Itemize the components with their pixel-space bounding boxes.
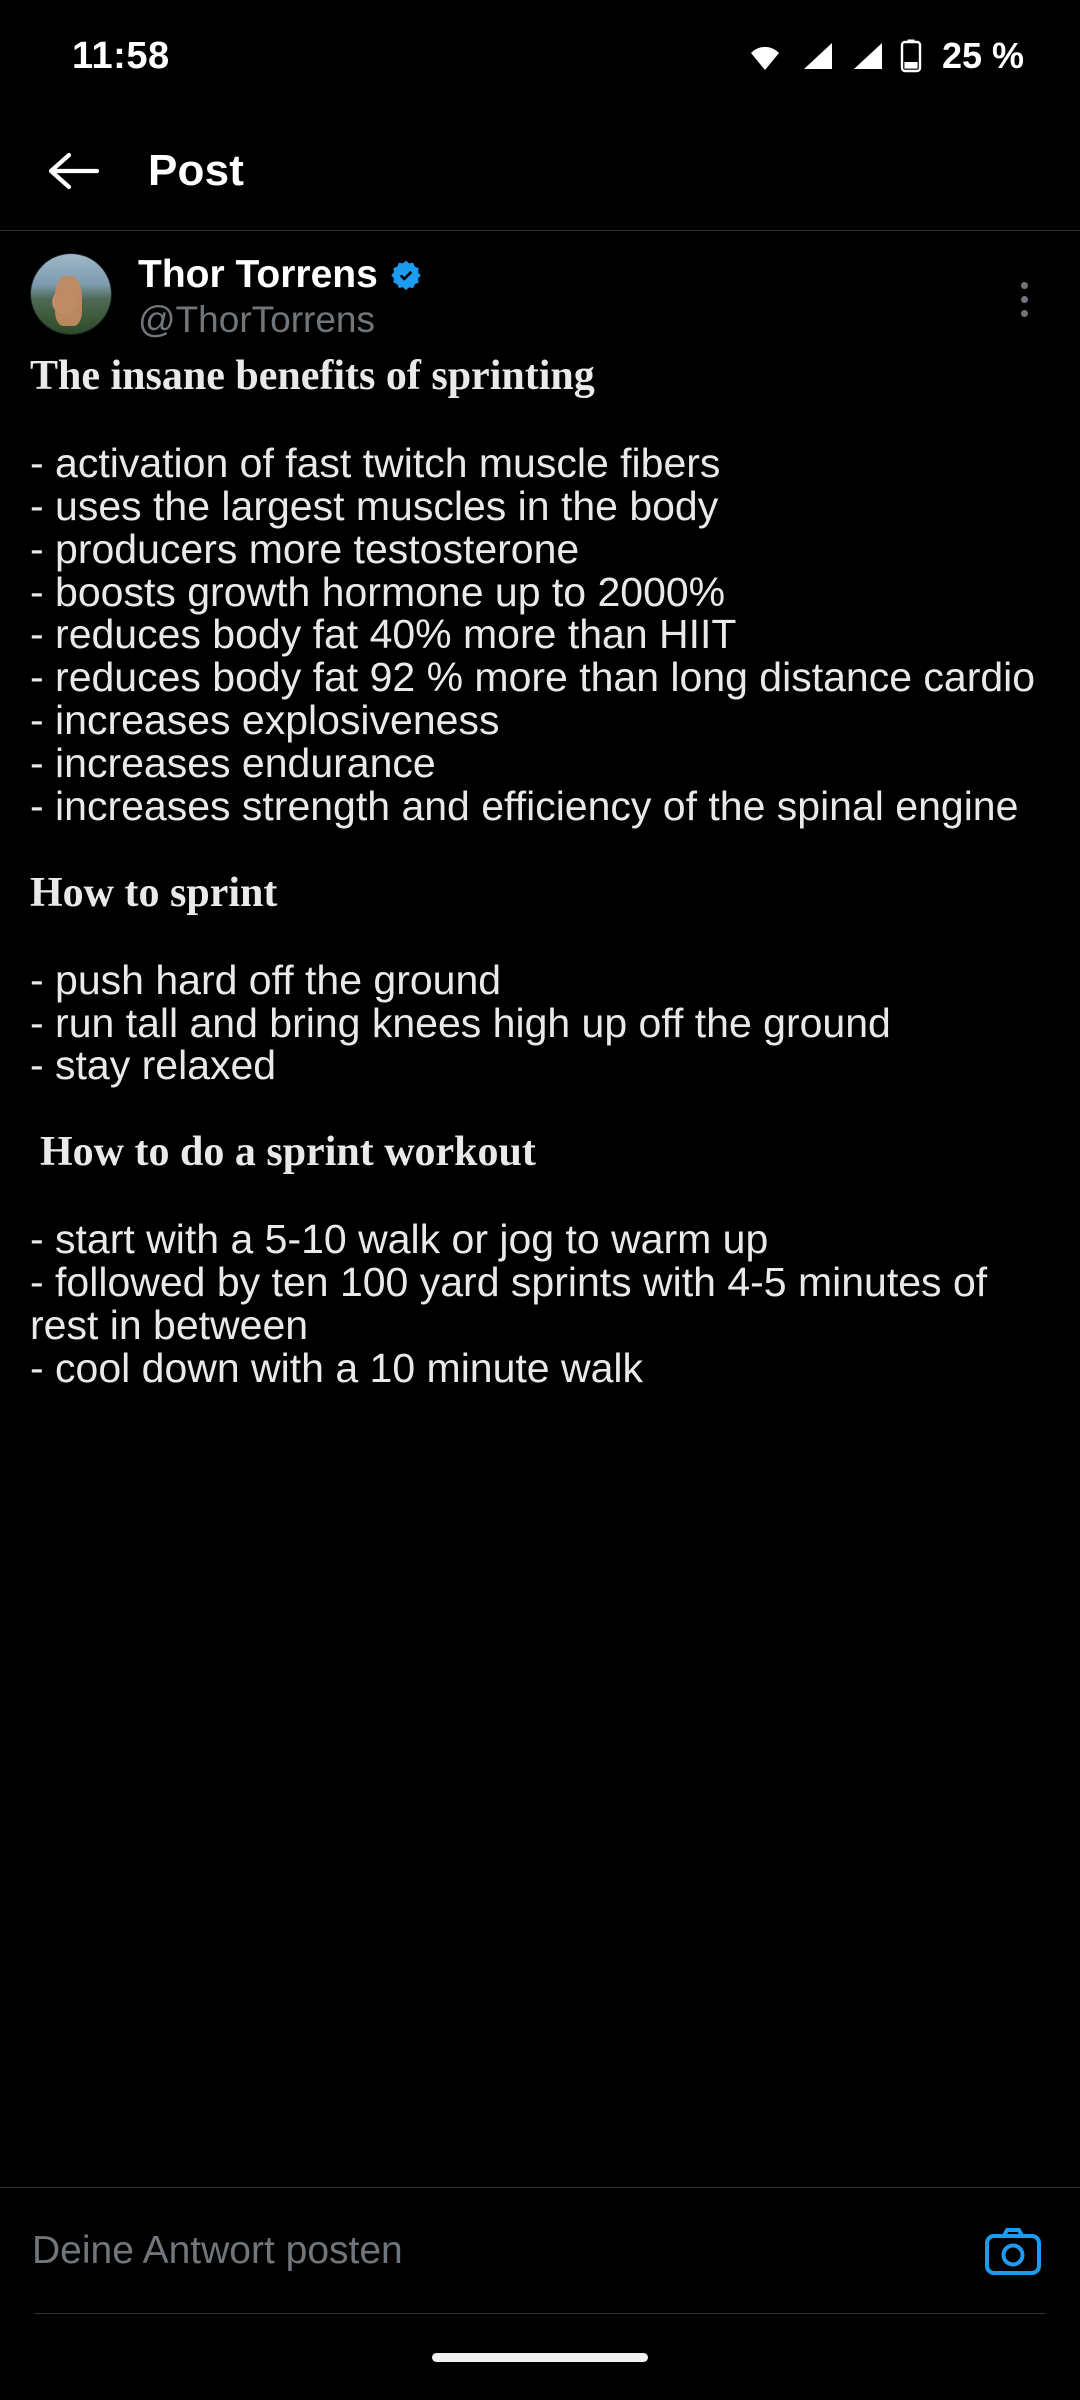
- post-heading: How to sprint: [30, 869, 278, 916]
- post-line: - boosts growth hormone up to 2000%: [30, 568, 726, 615]
- post-line: - reduces body fat 92 % more than long distance cardio: [30, 654, 1036, 701]
- verified-badge-icon: [390, 259, 422, 291]
- post-line: - push hard off the ground: [30, 956, 502, 1003]
- post-container: [0, 230, 1080, 2187]
- page-title: Post: [148, 146, 245, 195]
- blank-line: [30, 917, 1050, 959]
- post-line: - run tall and bring knees high up off the ground: [30, 999, 891, 1046]
- post-line: - stay relaxed: [30, 1042, 277, 1089]
- post-line: - start with a 5-10 walk or jog to warm up: [30, 1216, 769, 1263]
- post-text: [0, 341, 1080, 1390]
- app-bar: [0, 112, 1080, 230]
- wifi-icon: [746, 41, 784, 71]
- post-line: - reduces body fat 40% more than HIIT: [30, 611, 737, 658]
- signal-icon: [800, 41, 834, 71]
- post-heading: How to do a sprint workout: [40, 1129, 536, 1176]
- author-display-name: Thor Torrens: [138, 253, 378, 296]
- blank-line: [30, 1087, 1050, 1129]
- blank-line: [30, 1176, 1050, 1218]
- more-options-icon[interactable]: [1002, 275, 1046, 323]
- post-heading: The insane benefits of sprinting: [30, 353, 595, 399]
- signal-icon: [850, 41, 884, 71]
- status-icons: [746, 35, 1024, 77]
- battery-icon: [900, 39, 922, 73]
- blank-line: [30, 828, 1050, 870]
- author-handle: @ThorTorrens: [138, 299, 376, 340]
- avatar[interactable]: [30, 253, 112, 335]
- post-line: - cool down with a 10 minute walk: [30, 1344, 644, 1391]
- home-gesture-pill[interactable]: [432, 2353, 648, 2362]
- post-line: - uses the largest muscles in the body: [30, 482, 719, 529]
- status-bar: [0, 0, 1080, 112]
- reply-input[interactable]: [32, 2229, 982, 2273]
- blank-line: [30, 400, 1050, 442]
- post-line: - activation of fast twitch muscle fibers: [30, 440, 721, 487]
- arrow-left-icon: [47, 150, 99, 192]
- battery-percent: 25 %: [941, 35, 1024, 76]
- camera-icon[interactable]: [982, 2220, 1044, 2282]
- status-time: 11:58: [72, 34, 170, 77]
- system-nav-bar: [0, 2314, 1080, 2400]
- reply-bar: [0, 2187, 1080, 2313]
- author-name-row: [138, 253, 422, 297]
- post-header: [0, 231, 1080, 341]
- post-line: - producers more testosterone: [30, 525, 580, 572]
- post-line: - increases explosiveness: [30, 697, 500, 744]
- post-line: - followed by ten 100 yard sprints with 4-5 minutes of rest in between: [30, 1259, 988, 1348]
- back-button[interactable]: [42, 140, 104, 202]
- post-line: - increases endurance: [30, 739, 436, 786]
- author-block[interactable]: [138, 253, 422, 341]
- post-line: - increases strength and efficiency of the spinal engine: [30, 782, 1019, 829]
